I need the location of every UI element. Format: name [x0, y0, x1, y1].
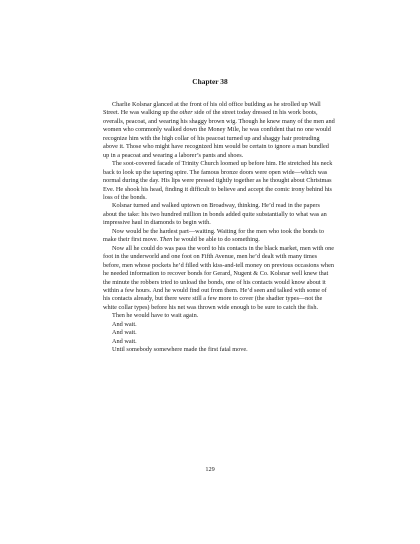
- paragraph-text: And wait.: [112, 320, 137, 328]
- paragraph-text: Now all he could do was pass the word to his contacts in the black market, men with one foot in the underworld and one foot on Fifth Avenue, men he’d dealt with many times before, men whose pockets he’d filled with kiss-and-tell money on previous occasions when he needed information to recover bonds for Gerard, Nugent & Co. Kolsnar well knew that the minute the robbers tried to unload the bonds, one of his contacts would know about it within a few hours. And he would find out from them. He’d seen and talked with some of his contacts already, but there were still a few more to cover (the shadier types—not the white collar types) before his net was thrown wide enough to be sure to catch the fish.: [103, 244, 335, 311]
- paragraph-2: [103, 160, 335, 202]
- paragraph-3: [103, 202, 335, 227]
- paragraph-4: [103, 228, 335, 245]
- paragraph-text: side of the street today dressed in his work boots, overalls, peacoat, and wearing his shaggy brown wig. Though he knew many of the men and women who commonly walked down the Money Mile, he was confident that no one would recognize him with the high collar of his peacoat turned up and shaggy hair protruding above it. Those who might have recognized him would be certain to ignore a man bundled up in a peacoat and wearing a laborer’s pants and shoes.: [103, 109, 335, 159]
- paragraph-9: [103, 338, 335, 346]
- paragraph-text: And wait.: [112, 337, 137, 345]
- emphasis-text: other: [179, 109, 193, 117]
- paragraph-text: Charlie Kolsnar glanced at the front of his old office building as he strolled up Wall Street. He was walking up the: [103, 101, 321, 117]
- emphasis-text: Then: [159, 236, 173, 244]
- paragraph-1: [103, 101, 335, 160]
- paragraph-text: The soot-covered facade of Trinity Church loomed up before him. He stretched his neck back to look up the tapering spire. The famous bronze doors were open wide—which was normal during the day. His lips were pressed tightly together as he thought about Christmas Eve. He shook his head, finding it difficult to believe and accept the comic irony behind his loss of the bonds.: [103, 160, 333, 201]
- paragraph-text: And wait.: [112, 329, 137, 337]
- paragraph-text: Until somebody somewhere made the first fatal move.: [112, 346, 248, 354]
- paragraph-text: Now would be the hardest part—waiting. Waiting for the men who took the bonds to make their first move.: [103, 227, 325, 244]
- paragraph-text: Then he would have to wait again.: [112, 312, 199, 320]
- paragraph-text: he would be able to do something.: [172, 236, 260, 244]
- paragraph-text: Kolsnar turned and walked uptown on Broadway, thinking. He’d read in the papers about the take: his two hundred million in bonds added quite substantially to what was an impressive haul in diamonds to begin with.: [103, 202, 327, 227]
- chapter-title: Chapter 38: [192, 77, 228, 86]
- paragraph-10: [103, 346, 335, 354]
- paragraph-7: [103, 321, 335, 329]
- chapter-body: [103, 101, 335, 355]
- paragraph-5: [103, 245, 335, 313]
- page-number: 129: [205, 466, 215, 473]
- paragraph-6: [103, 312, 335, 320]
- paragraph-8: [103, 329, 335, 337]
